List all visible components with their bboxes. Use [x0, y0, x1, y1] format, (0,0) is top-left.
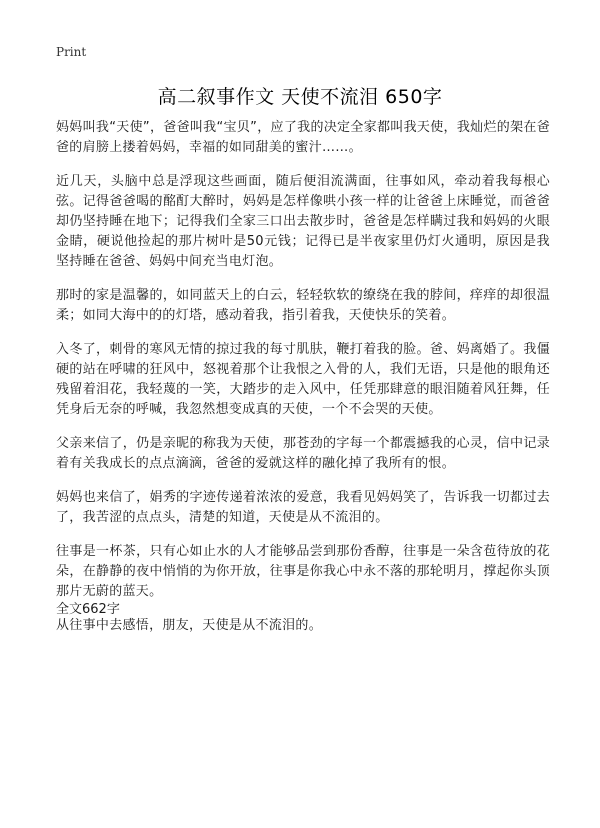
article-paragraph: 从往事中去感悟，朋友，天使是从不流泪的。 — [56, 618, 323, 633]
article-paragraph: 妈妈叫我“天使”，爸爸叫我“宝贝”，应了我的决定全家都叫我天使，我灿烂的架在爸爸的肩膀上搂着妈妈，幸福的如同甜美的蜜汁……。 — [56, 120, 550, 155]
article-paragraph: 那时的家是温馨的，如同蓝天上的白云，轻轻软软的缭绕在我的脖间，痒痒的却很温柔；如同大海中的的灯塔，感动着我，指引着我，天使快乐的笑着。 — [56, 288, 550, 323]
print-link[interactable]: Print — [56, 45, 87, 59]
article-title: 高二叙事作文 天使不流泪 650字 — [157, 86, 443, 108]
article-paragraph: 妈妈也来信了，娟秀的字迹传递着浓浓的爱意，我看见妈妈笑了，告诉我一切都过去了，我苦涩的点点头，清楚的知道，天使是从不流泪的。 — [56, 490, 550, 525]
article-paragraph: 往事是一杯茶，只有心如止水的人才能够品尝到那份香醇，往事是一朵含苞待放的花朵，在静静的夜中悄悄的为你开放，往事是你我心中永不落的那轮明月，撑起你头顶那片无蔚的蓝天。 — [56, 544, 550, 599]
article-paragraph: 父亲来信了，仍是亲昵的称我为天使，那苍劲的字每一个都震撼我的心灵，信中记录着有关我成长的点点滴滴，爸爸的爱就这样的融化掉了我所有的恨。 — [56, 436, 550, 471]
article-paragraph: 入冬了，刺骨的寒风无情的掠过我的每寸肌肤，鞭打着我的脸。爸、妈离婚了。我僵硬的站在呼啸的狂风中，怒视着那个让我恨之入骨的人，我们无语，只是他的眼角还残留着泪花，我轻蔑的一笑，大踏步的走入风中，任凭那肆意的眼泪随着风狂舞，任凭身后无奈的呼喊，我忽然想变成真的天使，一个不会哭的天使。 — [56, 342, 550, 417]
article-paragraph: 近几天，头脑中总是浮现这些画面，随后便泪流满面，往事如风，牵动着我每根心弦。记得爸爸喝的酩酊大醉时，妈妈是怎样像哄小孩一样的让爸爸上床睡觉，而爸爸却仍坚持睡在地下；记得我们全家三口出去散步时，爸爸是怎样瞒过我和妈妈的火眼金睛，硬说他捡起的那片树叶是50元钱；记得已是半夜家里仍灯火通明，原因是我坚持睡在爸爸、妈妈中间充当电灯泡。 — [56, 174, 550, 269]
word-count: 全文662字 — [56, 602, 120, 617]
article-body — [56, 118, 550, 650]
